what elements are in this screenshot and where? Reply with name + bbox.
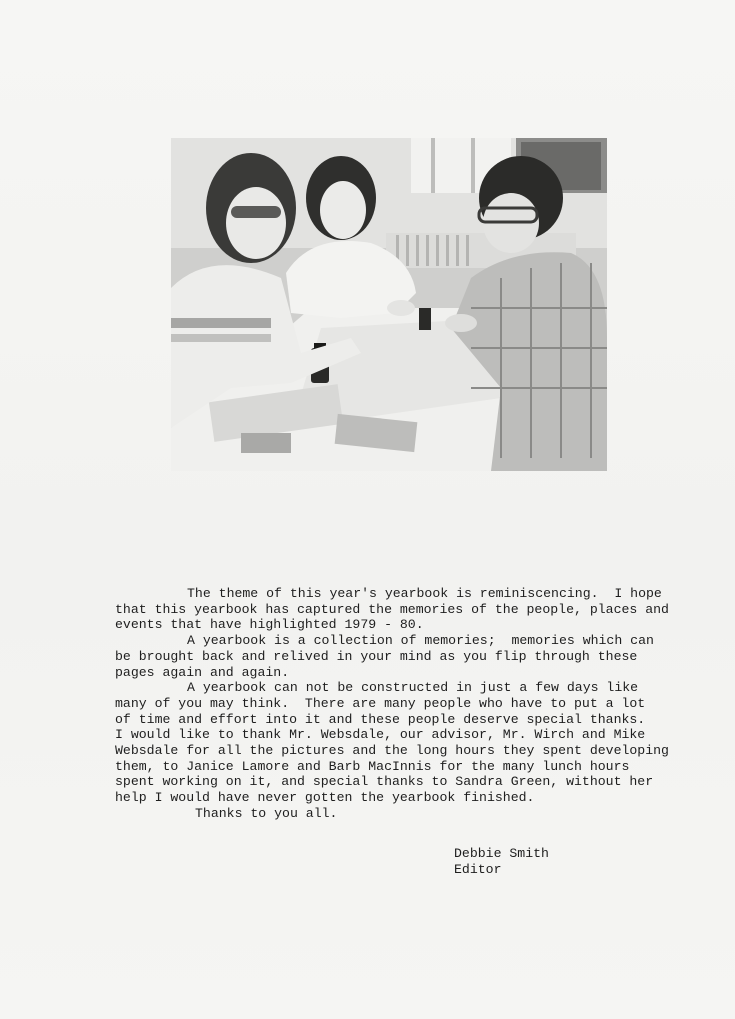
staff-photo-image	[171, 138, 607, 471]
signature-name: Debbie Smith	[454, 846, 549, 861]
staff-photo	[171, 138, 607, 471]
letter-line: I would like to thank Mr. Websdale, our advisor, Mr. Wirch and Mike	[115, 727, 646, 743]
letter-line: A yearbook can not be constructed in just a few days like	[187, 680, 639, 696]
letter-line: events that have highlighted 1979 - 80.	[115, 617, 424, 633]
letter-line: that this yearbook has captured the memories of the people, places and	[115, 601, 669, 617]
letter-line: of time and effort into it and these people deserve special thanks.	[115, 711, 646, 727]
letter-line: pages again and again.	[115, 664, 290, 680]
letter-line: Websdale for all the pictures and the long hours they spent developing	[115, 743, 669, 759]
letter-line: them, to Janice Lamore and Barb MacInnis for the many lunch hours	[115, 758, 630, 774]
letter-line: The theme of this year's yearbook is reminiscencing. I hope	[187, 586, 662, 601]
letter-line: help I would have never gotten the yearbook finished.	[115, 790, 535, 806]
letter-line: many of you may think. There are many people who have to put a lot	[115, 695, 646, 711]
letter-line: spent working on it, and special thanks to Sandra Green, without her	[115, 774, 654, 790]
editor-letter	[115, 586, 695, 822]
signature-block	[454, 846, 549, 878]
letter-line: A yearbook is a collection of memories; memories which can	[187, 633, 654, 649]
letter-line: be brought back and relived in your mind as you flip through these	[115, 648, 638, 664]
signature-title: Editor	[454, 862, 502, 877]
letter-closing: Thanks to you all.	[195, 805, 338, 821]
